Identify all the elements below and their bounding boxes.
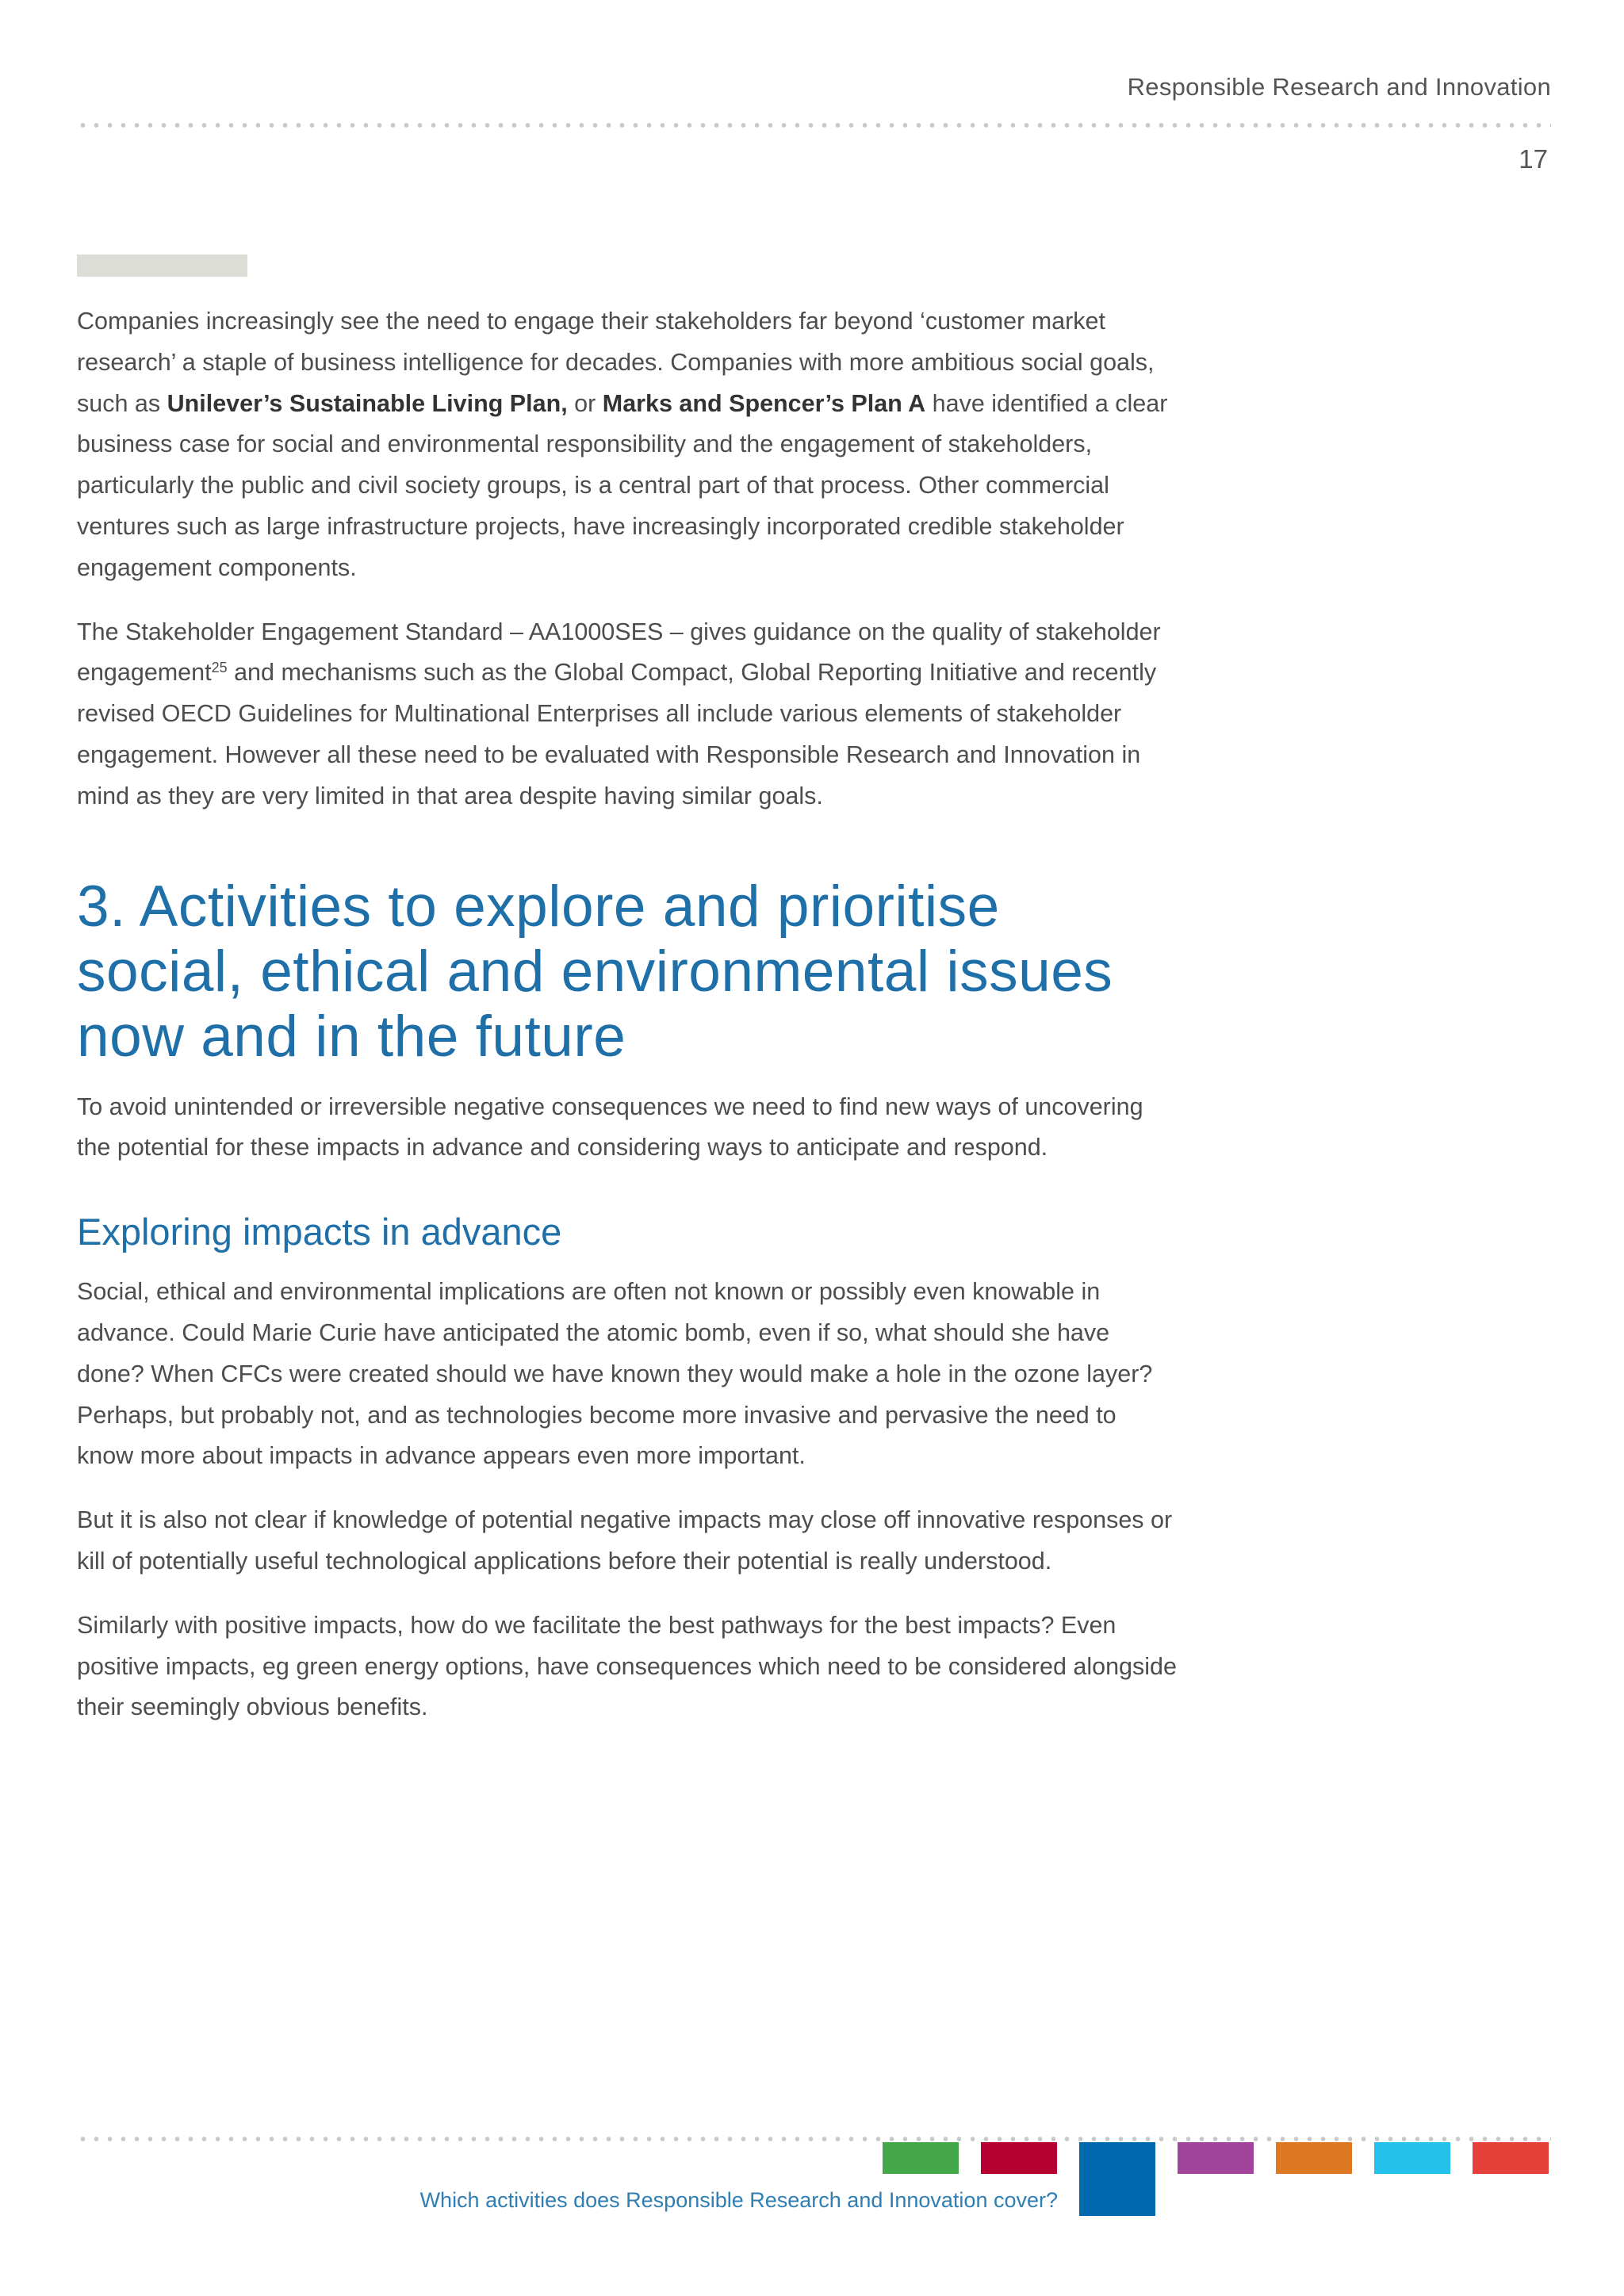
subsection-heading: Exploring impacts in advance [77,1211,562,1253]
paragraph-stakeholders [77,301,1179,589]
footnote-ref: 25 [211,660,228,676]
header-divider [76,123,1551,128]
activity-nav-square-4[interactable] [1178,2142,1254,2174]
activity-nav-square-6[interactable] [1374,2142,1450,2174]
emphasis-marks-spencer: Marks and Spencer’s Plan A [602,389,926,417]
section-heading: 3. Activities to explore and prioritise social, ethical and environmental issues now and in the future [77,874,1113,1069]
emphasis-unilever: Unilever’s Sustainable Living Plan, [167,389,568,417]
section-marker-bar [77,254,247,277]
text-run: and mechanisms such as the Global Compact, Global Reporting Initiative and recently revised OECD Guidelines for Multinational Enterprises all include various elements of stakeholder engagement. However all these need to be evaluated with Responsible Research and Innovation in mind as they are very limited in that area despite having similar goals. [77,659,1157,809]
text-run: Companies increasingly see the need to engage their stakeholders far beyond ‘customer market research’ a staple of business intelligence for decades. Companies with more ambitious social goals, such as [77,308,1155,417]
paragraph-intro: To avoid unintended or irreversible negative consequences we need to find new ways of uncovering the potential for these impacts in advance and considering ways to anticipate and respond. [77,1093,1143,1161]
main-content [77,301,1179,1751]
paragraph-positive-impacts: Similarly with positive impacts, how do we facilitate the best pathways for the best impacts? Even positive impacts, eg green energy options, have consequences which need to be considered alongside their seemingly obvious benefits. [77,1611,1177,1721]
page-number: 17 [1519,144,1548,174]
paragraph-negative-impacts: But it is also not clear if knowledge of potential negative impacts may close off innovative responses or kill of potentially useful technological applications before their potential is really understood. [77,1506,1173,1575]
activity-nav-square-3[interactable] [1079,2142,1155,2216]
activity-nav-square-5[interactable] [1276,2142,1352,2174]
activity-nav-square-2[interactable] [981,2142,1057,2174]
activity-nav-square-7[interactable] [1473,2142,1549,2174]
footer-divider [76,2137,1551,2141]
text-run: have identified a clear business case for social and environmental responsibility and the engagement of stakeholders, particularly the public and civil society groups, is a central part of that process. Other commercial ventures such as large infrastructure projects, have increasingly incorporated credible stakeholder engagement components. [77,389,1168,581]
text-run: or [567,389,603,417]
footer-question-link[interactable]: Which activities does Responsible Research and Innovation cover? [419,2188,1058,2212]
text-run: The Stakeholder Engagement Standard – AA1000SES – gives guidance on the quality of stakeholder engagement [77,618,1161,687]
paragraph-implications: Social, ethical and environmental implications are often not known or possibly even knowable in advance. Could Marie Curie have anticipated the atomic bomb, even if so, what should she have done? When CFCs were created should we have known they would make a hole in the ozone layer? Perhaps, but probably not, and as technologies become more invasive and pervasive the need to know more about impacts in advance appears even more important. [77,1278,1153,1470]
paragraph-standard [77,612,1179,817]
running-header: Responsible Research and Innovation [1127,73,1551,101]
activity-nav-square-1[interactable] [883,2142,959,2174]
